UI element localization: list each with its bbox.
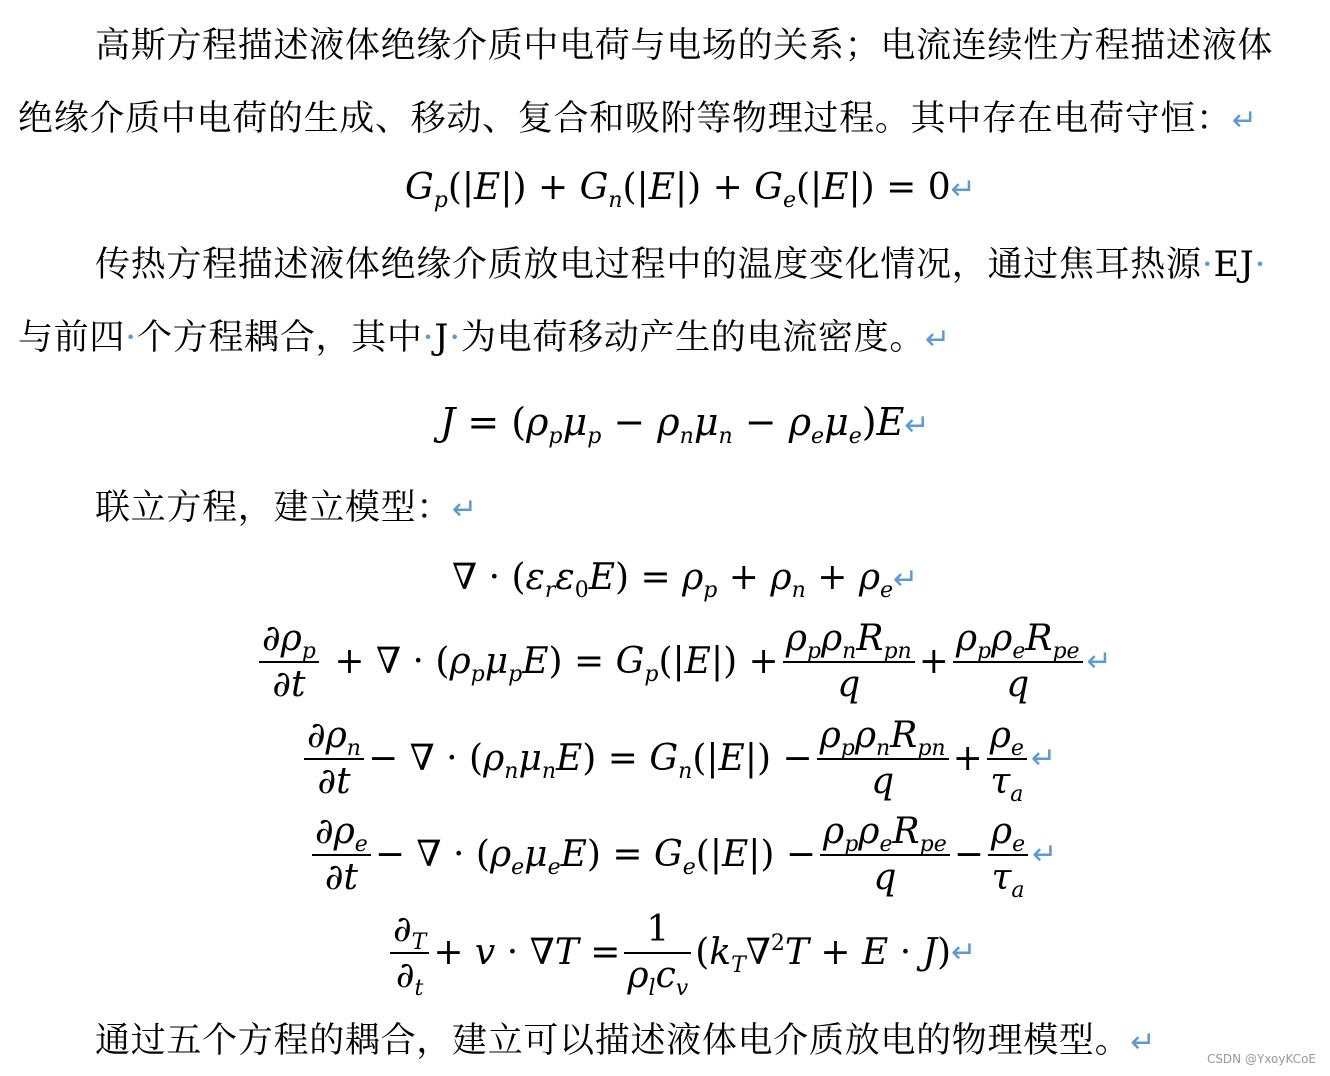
paragraph-4-text: 通过五个方程的耦合，建立可以描述液体电介质放电的物理模型。 <box>95 1021 1131 1061</box>
paragraph-mark-icon: ↵ <box>452 492 478 527</box>
equation-electron-continuity: $\frac{\partial\rho_e}{\partial t}$ − ∇ · $(\rho_e\mu_eE) = G_e(|E|)$ − $\frac{\rho_p\rho_eR_{pe}}{q}$ − $\frac{\rho_e}{\tau_a}$ ↵ <box>308 810 1057 900</box>
paragraph-mark-icon: ↵ <box>1231 103 1258 138</box>
paragraph-2-line-2-text-c: 为电荷移动产生的电流密度。 <box>460 318 926 358</box>
paragraph-2-line-2-text-a: 与前四 <box>18 318 126 358</box>
equation-current-density: $J = (\rho_p\mu_p - \rho_n\mu_n$ − $\rho_e\mu_e)E↵$ <box>440 400 930 449</box>
paragraph-2-line-1 <box>95 243 1266 287</box>
space-mark: · <box>125 318 137 358</box>
equation-gauss: ∇ · $(\varepsilon_r\varepsilon_0E) = \rho_p + \rho_n$ + $\rho_e↵$ <box>452 557 919 603</box>
watermark: CSDN @YxoyKCoE <box>1206 1052 1316 1066</box>
paragraph-1-line-2 <box>18 97 1258 143</box>
paragraph-mark-icon: ↵ <box>1030 741 1057 776</box>
paragraph-mark-icon: ↵ <box>951 935 977 970</box>
paragraph-2-line-2-text-b: 个方程耦合，其中 <box>136 318 423 358</box>
space-mark: · <box>422 318 435 358</box>
paragraph-mark-icon: ↵ <box>1130 1025 1157 1060</box>
paragraph-2-line-1-text: 传热方程描述液体绝缘介质放电过程中的温度变化情况，通过焦耳热源 <box>95 245 1202 285</box>
joule-heat-symbol: EJ <box>1213 245 1255 285</box>
paragraph-3 <box>95 486 478 532</box>
equation-charge-conservation: $G_p(|E|) + G_n(|E|) + G_e(|E|)$ = 0↵ <box>405 167 976 213</box>
paragraph-1-line-2-text: 绝缘介质中电荷的生成、移动、复合和吸附等物理过程。其中存在电荷守恒： <box>18 99 1232 139</box>
space-mark: · <box>1201 245 1214 285</box>
paragraph-4 <box>95 1019 1156 1065</box>
paragraph-3-text: 联立方程，建立模型： <box>95 488 453 528</box>
paragraph-mark-icon: ↵ <box>1032 837 1058 872</box>
space-mark: · <box>449 318 461 358</box>
paragraph-mark-icon: ↵ <box>950 172 976 207</box>
paragraph-2-line-2 <box>18 316 951 362</box>
current-density-symbol: J <box>434 318 450 358</box>
paragraph-mark-icon: ↵ <box>1086 644 1112 679</box>
paragraph-mark-icon: ↵ <box>925 322 951 357</box>
equation-positive-charge-continuity: $\frac{\partial\rho_p}{\partial t}$ + ∇ · $(\rho_p\mu_pE) = G_p(|E|)$ + $\frac{\rho_p\rho_nR_{pn}}{q}$ + $\frac{\rho_p\rho_eR_{pe}}{q}$ ↵ <box>255 617 1112 707</box>
paragraph-1-line-1: 高斯方程描述液体绝缘介质中电荷与电场的关系；电流连续性方程描述液体 <box>95 26 1274 66</box>
equation-heat-transfer: $\frac{\partial_T}{\partial_t}$ + v · ∇T = $\frac{1}{\rho_lc_v}$ $(k_T\nabla^2T + E \cdot J)$ ↵ <box>386 908 976 998</box>
paragraph-mark-icon: ↵ <box>893 562 919 597</box>
space-mark: · <box>1254 245 1267 285</box>
paragraph-mark-icon: ↵ <box>904 408 930 443</box>
equation-negative-ion-continuity: $\frac{\partial\rho_n}{\partial t}$ − ∇ · $(\rho_n\mu_nE) = G_n(|E|)$ − $\frac{\rho_p\rho_nR_{pn}}{q}$ + $\frac{\rho_e}{\tau_a}$ ↵ <box>300 714 1056 804</box>
